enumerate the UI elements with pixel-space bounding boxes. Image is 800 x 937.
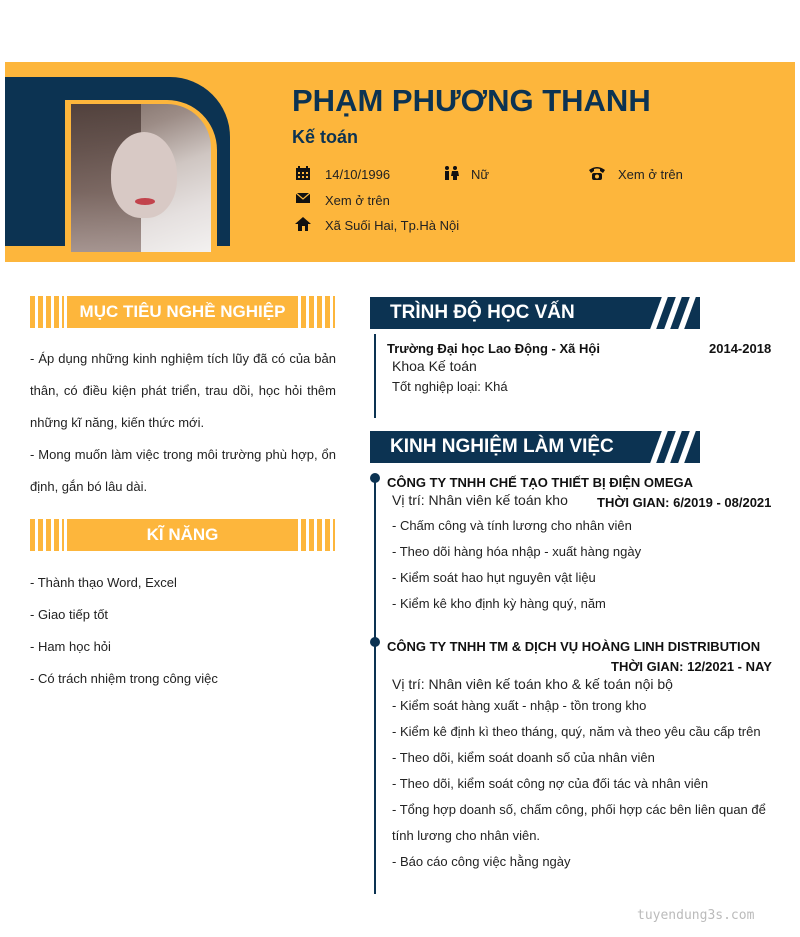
profile-photo (71, 104, 211, 252)
watermark: tuyendung3s.com (637, 908, 755, 923)
envelope-icon (295, 191, 311, 208)
job-position: Vị trí: Nhân viên kế toán kho (392, 492, 568, 508)
candidate-name: PHẠM PHƯƠNG THANH (292, 83, 651, 118)
job-position: Vị trí: Nhân viên kế toán kho & kế toán nội bộ (392, 676, 673, 692)
birthday-value: 14/10/1996 (325, 167, 391, 182)
job-task: - Kiểm kê định kì theo tháng, quý, năm và theo yêu cầu cấp trên (392, 724, 761, 739)
job-task: - Báo cáo công việc hằng ngày (392, 854, 571, 869)
education-grade: Tốt nghiệp loại: Khá (392, 379, 508, 394)
objective-paragraph-2: - Mong muốn làm việc trong môi trường phù hợp, ổn định, gắn bó lâu dài. (30, 447, 336, 494)
job-task: - Tổng hợp doanh số, chấm công, phối hợp các bên liên quan để (392, 802, 766, 817)
education-heading-text: TRÌNH ĐỘ HỌC VẤN (390, 302, 575, 323)
skill-item: - Giao tiếp tốt (30, 607, 109, 622)
job-task: - Kiểm soát hao hụt nguyên vật liệu (392, 570, 596, 585)
job-company: CÔNG TY TNHH CHẾ TẠO THIẾT BỊ ĐIỆN OMEGA (387, 475, 693, 490)
email-value: Xem ở trên (325, 193, 390, 208)
job-task: - Theo dõi, kiểm soát doanh số của nhân viên (392, 750, 655, 765)
job-task: - Theo dõi, kiểm soát công nợ của đối tác và nhân viên (392, 776, 709, 791)
job-task: - Theo dõi hàng hóa nhập - xuất hàng ngày (392, 544, 642, 559)
calendar-icon (295, 165, 311, 184)
header-banner (5, 62, 795, 262)
skill-item: - Ham học hỏi (30, 639, 111, 654)
timeline-dot (370, 637, 380, 647)
education-timeline (374, 334, 376, 418)
skill-item: - Thành thạo Word, Excel (30, 575, 177, 590)
skill-item: - Có trách nhiệm trong công việc (30, 671, 218, 686)
job-task: - Kiểm kê kho định kỳ hàng quý, năm (392, 596, 606, 611)
job-title: Kế toán (292, 127, 359, 147)
skills-heading-text: KĨ NĂNG (67, 519, 298, 551)
skills-heading (30, 519, 335, 551)
job-task: tính lương cho nhân viên. (392, 828, 541, 843)
education-school: Trường Đại học Lao Động - Xã Hội (387, 341, 600, 356)
job-time: THỜI GIAN: 12/2021 - NAY (611, 659, 772, 674)
education-heading (370, 297, 700, 329)
education-period: 2014-2018 (709, 341, 772, 356)
job-task: - Kiểm soát hàng xuất - nhập - tồn trong kho (392, 698, 647, 713)
gender-value: Nữ (471, 167, 490, 182)
timeline-dot (370, 473, 380, 483)
home-icon (295, 216, 311, 235)
experience-timeline (374, 478, 376, 894)
education-major: Khoa Kế toán (392, 358, 477, 374)
objective-heading-text: MỤC TIÊU NGHỀ NGHIỆP (67, 296, 298, 328)
address-value: Xã Suối Hai, Tp.Hà Nội (325, 218, 460, 233)
phone-icon (588, 165, 606, 184)
experience-heading (370, 431, 700, 463)
photo-frame (65, 100, 217, 257)
experience-heading-text: KINH NGHIỆM LÀM VIỆC (390, 436, 614, 457)
objective-paragraph-1: - Áp dụng những kinh nghiệm tích lũy đã có của bản thân, có điều kiện phát triển, trau dồi, học hỏi thêm những kĩ năng, kiến thức mới. (30, 351, 336, 430)
gender-icon (443, 165, 459, 184)
objective-heading (30, 296, 335, 328)
phone-value: Xem ở trên (618, 167, 683, 182)
job-task: - Chấm công và tính lương cho nhân viên (392, 518, 632, 533)
photo-block (5, 77, 230, 246)
job-time: THỜI GIAN: 6/2019 - 08/2021 (597, 495, 772, 510)
job-company: CÔNG TY TNHH TM & DỊCH VỤ HOÀNG LINH DISTRIBUTION (387, 639, 761, 654)
